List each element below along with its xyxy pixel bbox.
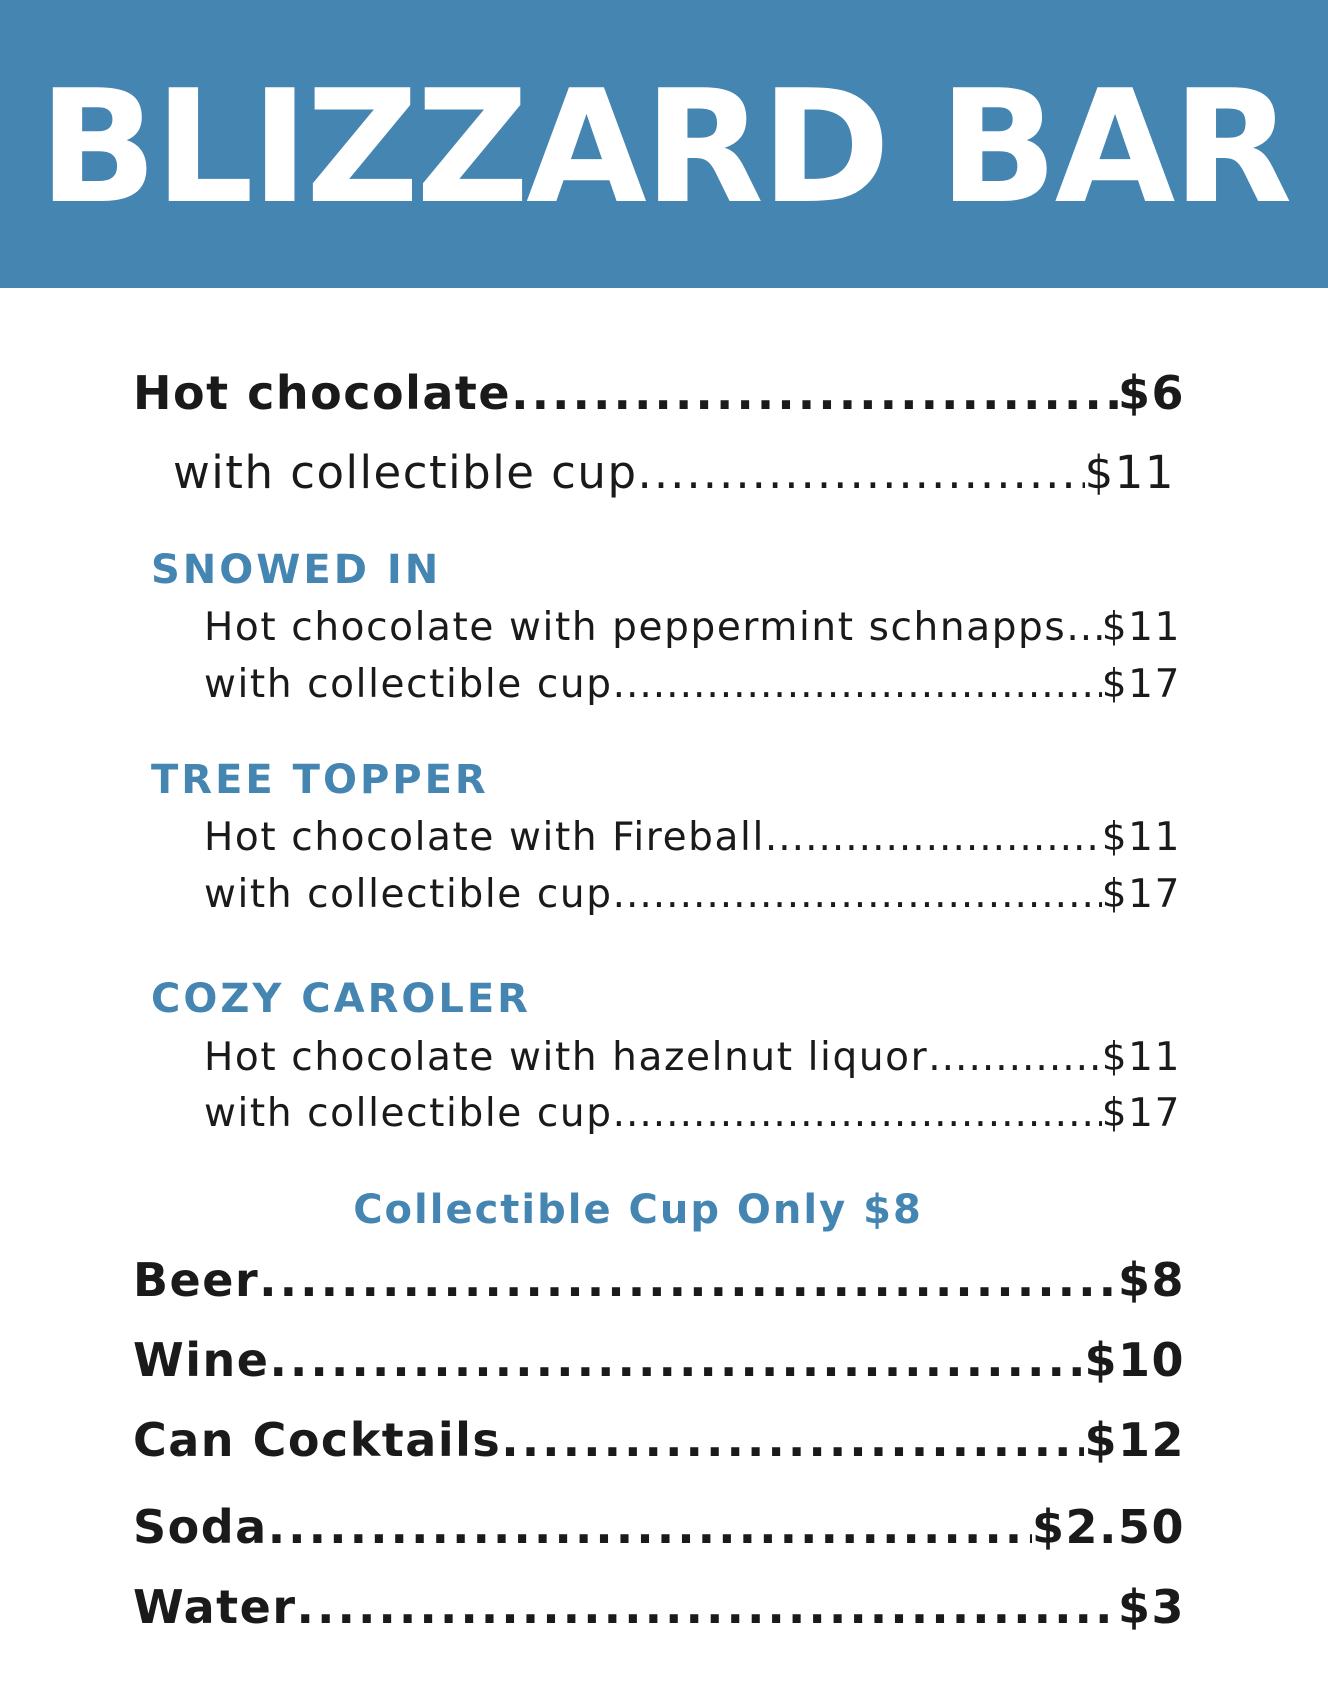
- menu-item: [204, 872, 1181, 917]
- header-banner: [0, 0, 1328, 288]
- item-price: $10: [1084, 1333, 1185, 1387]
- dot-leader: [511, 366, 1118, 420]
- item-label: Hot chocolate with hazelnut liquor: [204, 1035, 929, 1080]
- item-label: Wine: [133, 1333, 270, 1387]
- menu-item-can-cocktails: [133, 1413, 1185, 1467]
- dot-leader: [501, 1413, 1084, 1467]
- dot-leader: [297, 1580, 1118, 1634]
- item-label: Beer: [133, 1253, 260, 1307]
- menu-item: [204, 1091, 1181, 1136]
- section-title-cozy-caroler: COZY CAROLER: [151, 976, 531, 1022]
- dot-leader: [638, 446, 1085, 499]
- menu-item-beer: [133, 1253, 1185, 1307]
- item-label: Hot chocolate: [133, 366, 512, 420]
- menu-item: [204, 662, 1181, 707]
- menu-item: [204, 815, 1181, 860]
- item-price: $12: [1084, 1413, 1185, 1467]
- item-price: $11: [1084, 446, 1175, 499]
- item-label: with collectible cup: [204, 872, 613, 917]
- item-label: Hot chocolate with peppermint schnapps: [204, 605, 1067, 650]
- item-label: with collectible cup: [204, 1091, 613, 1136]
- dot-leader: [269, 1333, 1084, 1387]
- dot-leader: [1066, 605, 1101, 650]
- item-label: Can Cocktails: [133, 1413, 502, 1467]
- item-price: $17: [1101, 872, 1181, 917]
- item-label: Hot chocolate with Fireball: [204, 815, 765, 860]
- menu-item-soda: [133, 1500, 1185, 1554]
- item-label: Water: [133, 1580, 297, 1634]
- menu-item-wine: [133, 1333, 1185, 1387]
- item-price: $11: [1101, 605, 1181, 650]
- item-price: $2.50: [1031, 1500, 1185, 1554]
- menu-item-hot-chocolate-cup: [173, 446, 1175, 499]
- item-label: with collectible cup: [173, 446, 638, 499]
- menu-title: BLIZZARD BAR: [38, 56, 1290, 238]
- dot-leader: [928, 1035, 1102, 1080]
- dot-leader: [765, 815, 1102, 860]
- item-price: $3: [1117, 1580, 1185, 1634]
- item-price: $11: [1101, 815, 1181, 860]
- item-price: $8: [1117, 1253, 1185, 1307]
- item-label: Soda: [133, 1500, 268, 1554]
- item-price: $17: [1101, 1091, 1181, 1136]
- dot-leader: [613, 662, 1102, 707]
- menu-item: [204, 1035, 1181, 1080]
- section-title-tree-topper: TREE TOPPER: [151, 757, 489, 803]
- dot-leader: [268, 1500, 1032, 1554]
- dot-leader: [613, 872, 1102, 917]
- item-price: $11: [1101, 1035, 1181, 1080]
- dot-leader: [613, 1091, 1102, 1136]
- collectible-cup-only-note: Collectible Cup Only $8: [353, 1187, 923, 1233]
- dot-leader: [259, 1253, 1118, 1307]
- item-price: $17: [1101, 662, 1181, 707]
- menu-item: [204, 605, 1181, 650]
- item-price: $6: [1117, 366, 1185, 420]
- item-label: with collectible cup: [204, 662, 613, 707]
- menu-item-water: [133, 1580, 1185, 1634]
- menu-item-hot-chocolate: [133, 366, 1185, 420]
- section-title-snowed-in: SNOWED IN: [151, 547, 442, 593]
